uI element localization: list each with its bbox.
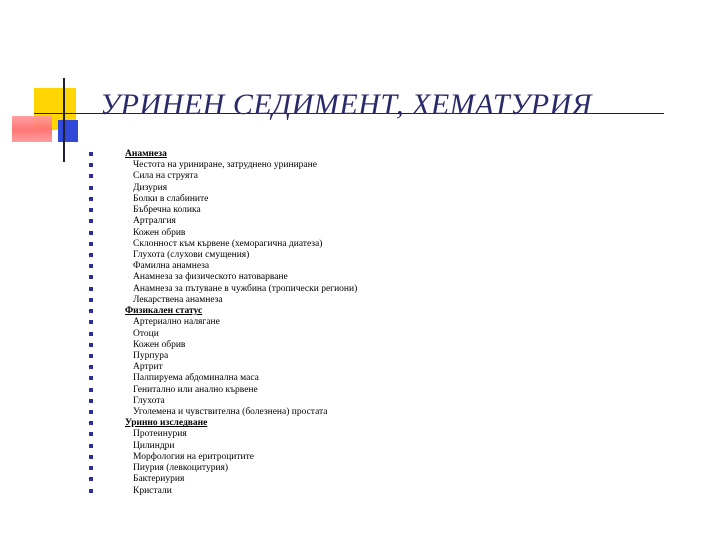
square-bullet-icon <box>89 376 93 380</box>
square-bullet-icon <box>89 186 93 190</box>
decor-vertical-line <box>63 78 65 162</box>
square-bullet-icon <box>89 421 93 425</box>
square-bullet-icon <box>89 343 93 347</box>
list-item-text: Дизурия <box>133 182 168 193</box>
square-bullet-icon <box>89 455 93 459</box>
square-bullet-icon <box>89 354 93 358</box>
square-bullet-icon <box>89 332 93 336</box>
list-item-text: Лекарствена анамнеза <box>133 294 223 305</box>
list-item-text: Физикален статус <box>125 306 203 317</box>
square-bullet-icon <box>89 309 93 313</box>
square-bullet-icon <box>89 466 93 470</box>
list-item-text: Палпируема абдоминална маса <box>133 373 259 384</box>
square-bullet-icon <box>89 253 93 257</box>
square-bullet-icon <box>89 477 93 481</box>
list-item-text: Пиурия (левкоцитурия) <box>133 463 229 474</box>
list-item-text: Кристали <box>133 485 172 496</box>
square-bullet-icon <box>89 174 93 178</box>
square-bullet-icon <box>89 298 93 302</box>
square-bullet-icon <box>89 365 93 369</box>
list-item-text: Болки в слабините <box>133 193 209 204</box>
decor-red-square <box>12 116 52 142</box>
square-bullet-icon <box>89 264 93 268</box>
square-bullet-icon <box>89 231 93 235</box>
list-item-text: Склонност към кървене (хеморагична диатеза) <box>133 238 323 249</box>
square-bullet-icon <box>89 152 93 156</box>
square-bullet-icon <box>89 432 93 436</box>
list-item-text: Глухота <box>133 395 165 406</box>
square-bullet-icon <box>89 388 93 392</box>
list-item-text: Сила на струята <box>133 171 198 182</box>
list-item-text: Артрит <box>133 362 163 373</box>
list-item-text: Уринно изследване <box>125 418 208 429</box>
list-item-text: Артериално налягане <box>133 317 220 328</box>
list-item-text: Отоци <box>133 328 159 339</box>
list-item-text: Цилиндри <box>133 440 175 451</box>
list-item-text: Генитално или анално кървене <box>133 384 258 395</box>
list-item-text: Кожен обрив <box>133 339 186 350</box>
decor-blue-square <box>58 120 78 142</box>
square-bullet-icon <box>89 410 93 414</box>
square-bullet-icon <box>89 208 93 212</box>
square-bullet-icon <box>89 320 93 324</box>
list-item-text: Пурпура <box>133 350 169 361</box>
square-bullet-icon <box>89 399 93 403</box>
square-bullet-icon <box>89 444 93 448</box>
list-item-text: Артралгия <box>133 216 176 227</box>
square-bullet-icon <box>89 275 93 279</box>
list-item-text: Кожен обрив <box>133 227 186 238</box>
list-item-text: Протеинурия <box>133 429 187 440</box>
square-bullet-icon <box>89 197 93 201</box>
list-item-text: Анамнеза <box>125 149 167 159</box>
list-item-text: Уголемена и чувствителна (болезнена) простата <box>133 407 328 418</box>
square-bullet-icon <box>89 242 93 246</box>
list-item-text: Честота на уриниране, затруднено уриниране <box>133 160 317 171</box>
list-item-text: Анамнеза за физическото натоварване <box>133 272 288 283</box>
list-item-text: Анамнеза за пътуване в чужбина (тропически региони) <box>133 283 358 294</box>
list-item-text: Бактериурия <box>133 474 185 485</box>
slide-title: УРИНЕН СЕДИМЕНТ, ХЕМАТУРИЯ <box>100 88 592 121</box>
list-item-text: Морфология на еритроцитите <box>133 451 254 462</box>
list-item-text: Глухота (слухови смущения) <box>133 249 250 260</box>
square-bullet-icon <box>89 163 93 167</box>
square-bullet-icon <box>89 287 93 291</box>
list-item-text: Бъбречна колика <box>133 205 201 216</box>
square-bullet-icon <box>89 489 93 493</box>
square-bullet-icon <box>89 219 93 223</box>
list-item-text: Фамилна анамнеза <box>133 261 210 272</box>
